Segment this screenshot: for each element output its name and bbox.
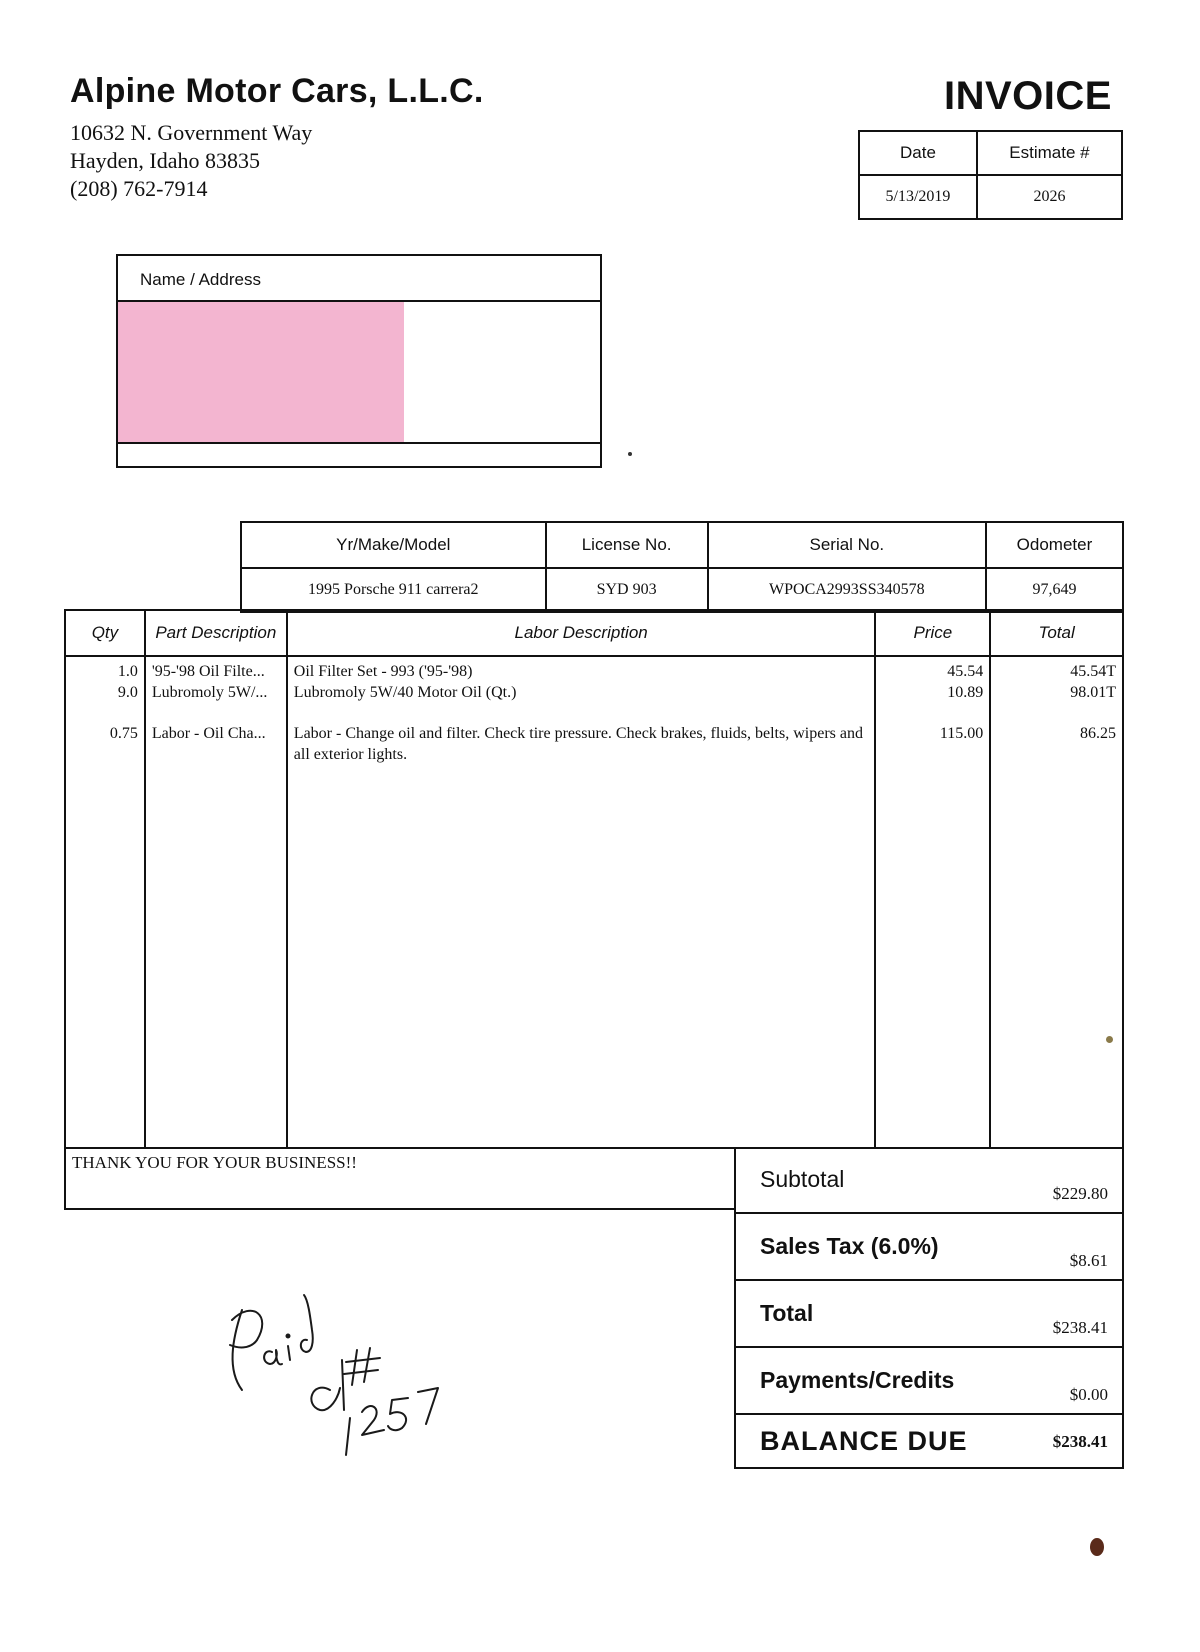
vehicle-header-odometer: Odometer (986, 522, 1123, 568)
item-labor: Oil Filter Set - 993 ('95-'98) (293, 663, 473, 680)
item-qty: 1.0 (117, 663, 138, 680)
header-qty: Qty (65, 610, 145, 656)
handwritten-paid-note (212, 1290, 472, 1460)
company-phone: (208) 762-7914 (70, 176, 208, 201)
qty-column (65, 656, 145, 1148)
item-part: '95-'98 Oil Filte... (151, 663, 265, 680)
paper-speck (1090, 1538, 1104, 1556)
name-address-box (116, 254, 602, 468)
company-name: Alpine Motor Cars, L.L.C. (70, 72, 484, 110)
total-label: Total (735, 1280, 1032, 1347)
header-total: Total (990, 610, 1123, 656)
document-title: INVOICE (944, 74, 1112, 118)
subtotal-label: Subtotal (735, 1147, 1032, 1213)
totals-table (734, 1147, 1124, 1469)
item-total: 45.54T (1070, 663, 1116, 680)
labor-column (287, 656, 876, 1148)
invoice-date: 5/13/2019 (859, 175, 977, 219)
company-city: Hayden, Idaho 83835 (70, 148, 261, 173)
item-qty: 0.75 (109, 725, 138, 742)
item-total: 98.01T (1070, 684, 1116, 701)
vehicle-serial: WPOCA2993SS340578 (708, 568, 986, 612)
payments-label: Payments/Credits (735, 1347, 1032, 1414)
redaction-block (118, 302, 404, 444)
vehicle-header-model: Yr/Make/Model (241, 522, 546, 568)
total-value: $238.41 (1032, 1280, 1123, 1347)
date-header: Date (859, 131, 977, 175)
subtotal-value: $229.80 (1032, 1147, 1123, 1213)
item-labor: Labor - Change oil and filter. Check tire pressure. Check brakes, fluids, belts, wipers and all exterior lights. (293, 725, 863, 763)
line-items-table (64, 609, 1124, 1149)
item-price: 10.89 (947, 684, 984, 701)
header-part: Part Description (145, 610, 287, 656)
paper-speck (628, 452, 632, 456)
item-part: Labor - Oil Cha... (151, 725, 266, 742)
header-price: Price (875, 610, 990, 656)
balance-due-value: $238.41 (1032, 1414, 1123, 1468)
items-body (65, 656, 1123, 1148)
tax-label: Sales Tax (6.0%) (735, 1213, 1032, 1280)
footer-note-box (64, 1147, 736, 1210)
item-part: Lubromoly 5W/... (151, 684, 268, 701)
name-address-label: Name / Address (140, 270, 261, 289)
name-address-header (118, 256, 600, 302)
item-price: 115.00 (939, 725, 984, 742)
vehicle-license: SYD 903 (546, 568, 708, 612)
item-qty: 9.0 (117, 684, 138, 701)
estimate-number: 2026 (977, 175, 1122, 219)
item-labor: Lubromoly 5W/40 Motor Oil (Qt.) (293, 684, 517, 701)
header-labor: Labor Description (287, 610, 876, 656)
name-box-divider (118, 442, 600, 444)
item-price: 45.54 (947, 663, 984, 680)
vehicle-table (240, 521, 1124, 613)
vehicle-header-license: License No. (546, 522, 708, 568)
company-street: 10632 N. Government Way (70, 120, 313, 145)
paper-speck (1106, 1036, 1113, 1043)
estimate-header: Estimate # (977, 131, 1122, 175)
payments-value: $0.00 (1032, 1347, 1123, 1414)
total-column (990, 656, 1123, 1148)
vehicle-model: 1995 Porsche 911 carrera2 (241, 568, 546, 612)
price-column (875, 656, 990, 1148)
balance-due-label: BALANCE DUE (760, 1425, 968, 1456)
item-total: 86.25 (1080, 725, 1116, 742)
thank-you-message: THANK YOU FOR YOUR BUSINESS!! (72, 1153, 357, 1172)
tax-value: $8.61 (1032, 1213, 1123, 1280)
vehicle-header-serial: Serial No. (708, 522, 986, 568)
part-column (145, 656, 287, 1148)
vehicle-odometer: 97,649 (986, 568, 1123, 612)
date-estimate-table (858, 130, 1123, 220)
